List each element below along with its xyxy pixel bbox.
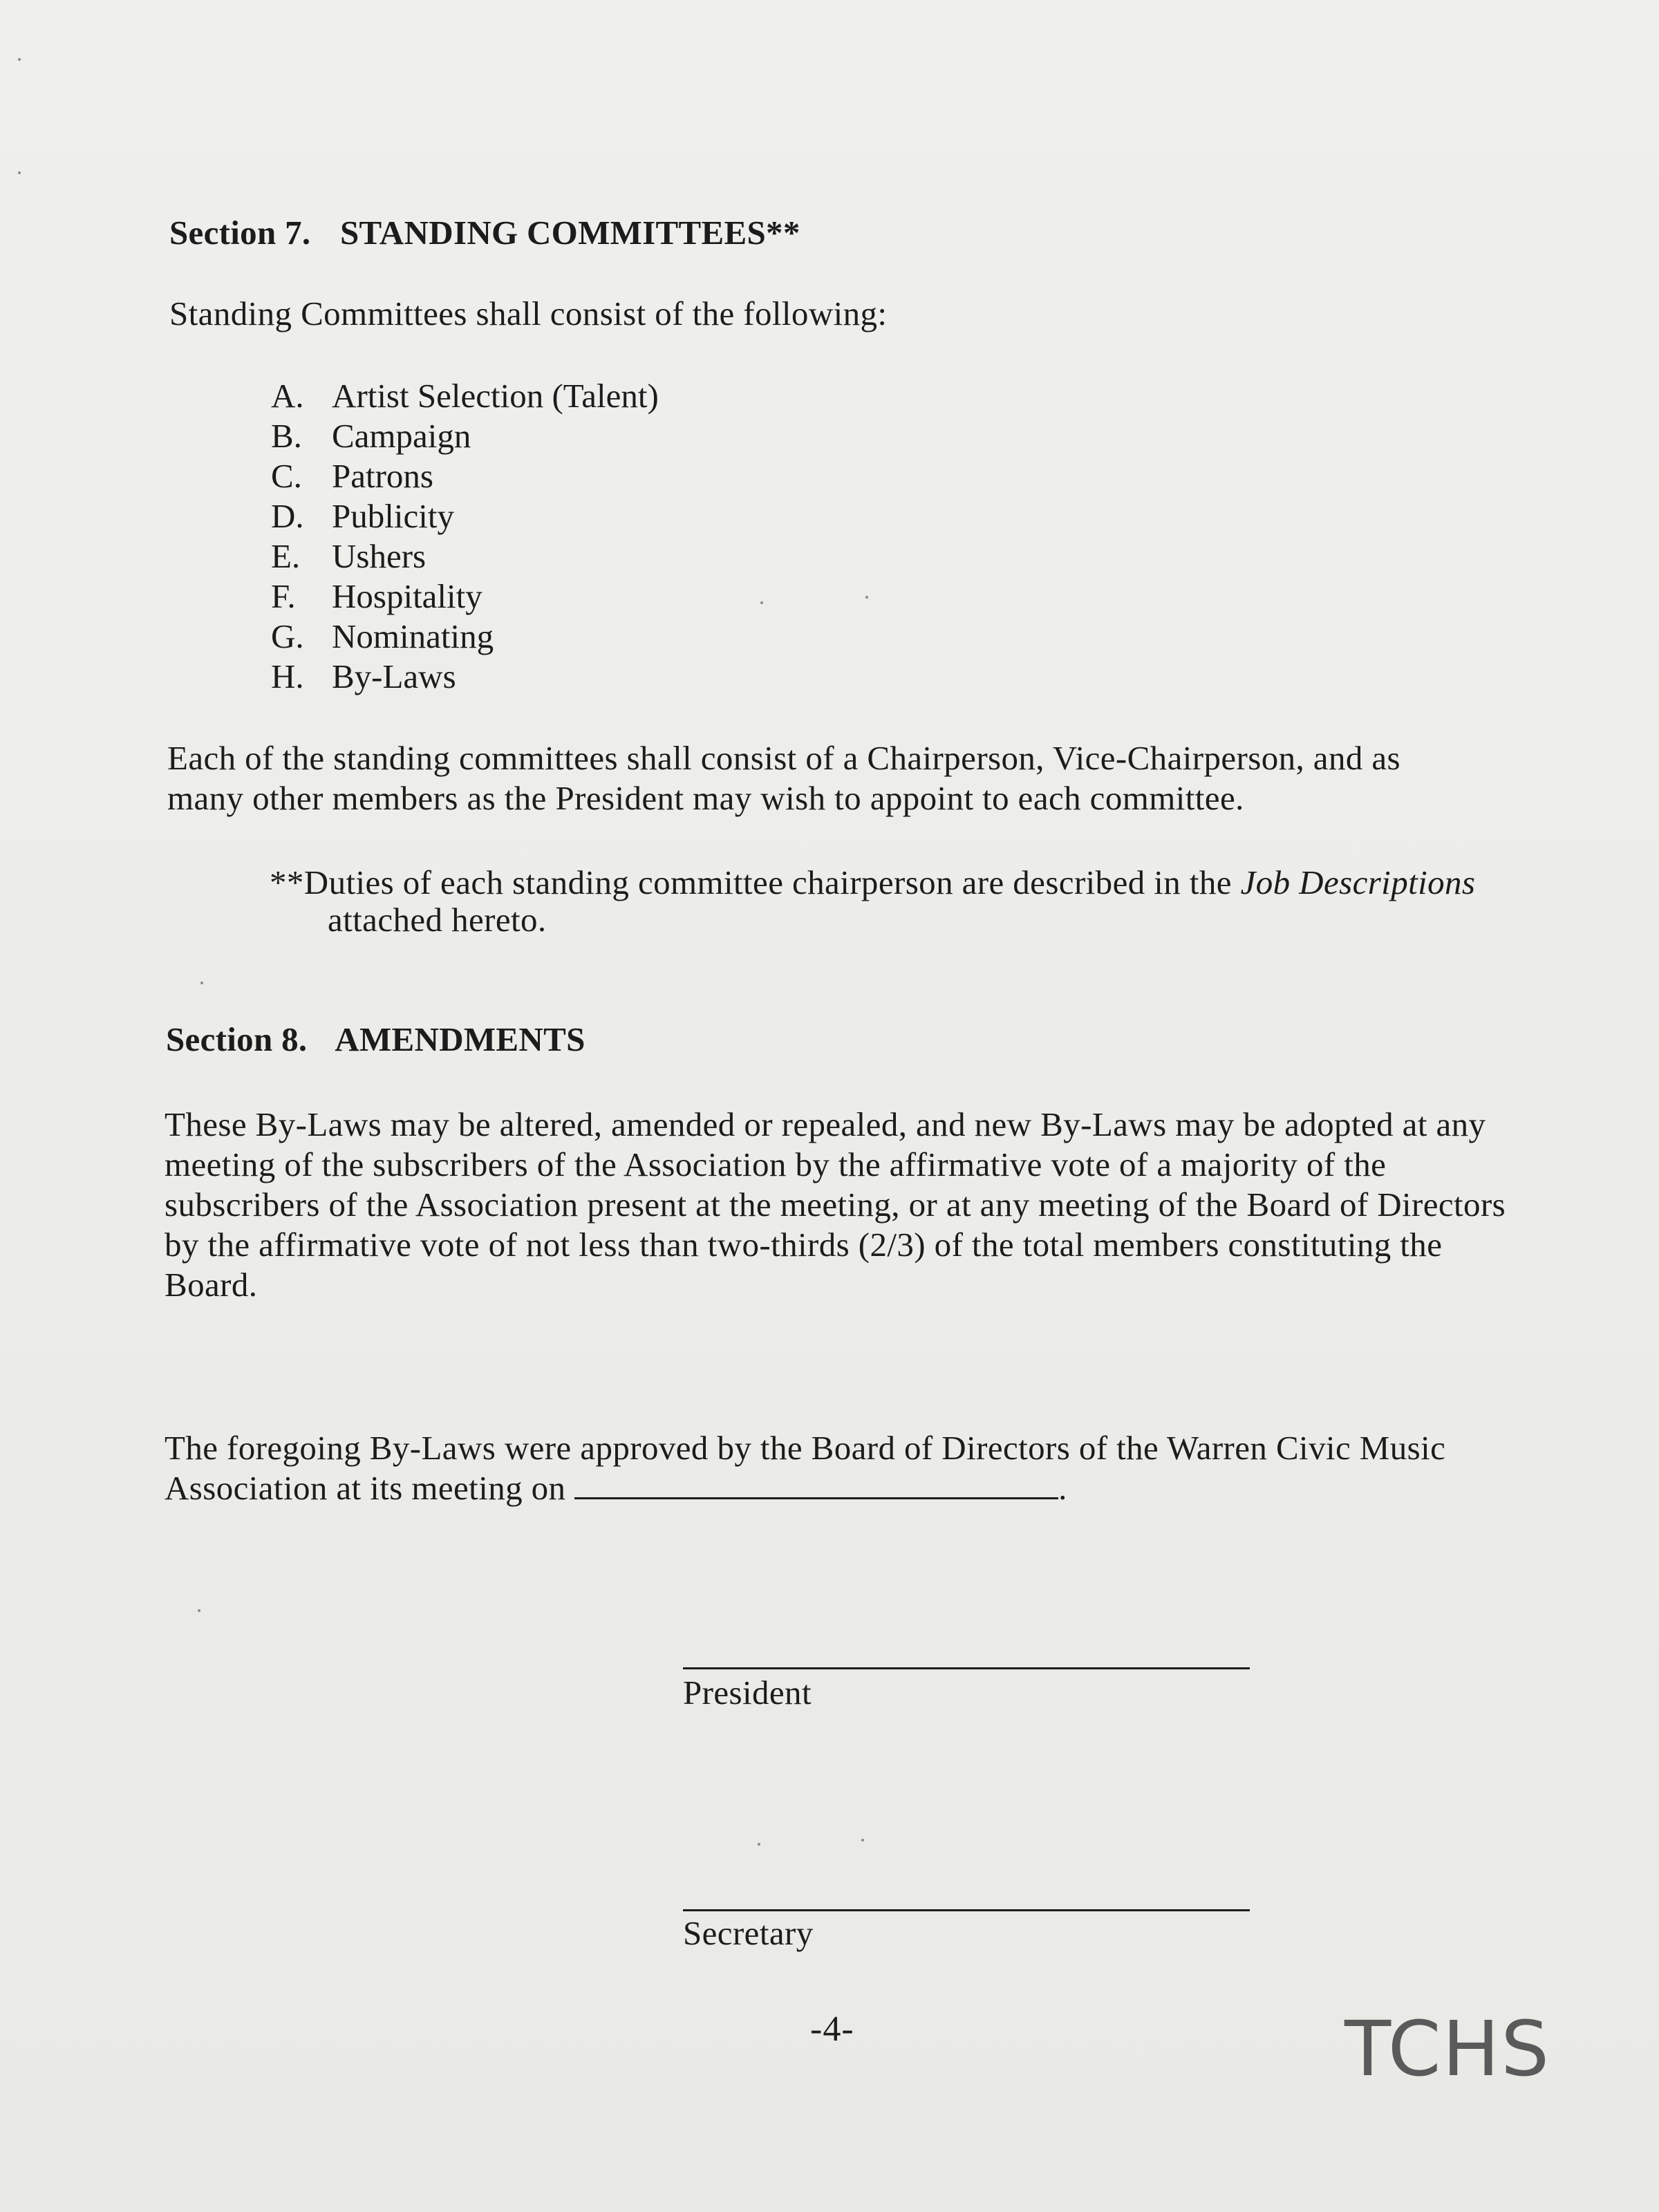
committee-footnote <box>270 864 1528 939</box>
footnote-italic-title: Job Descriptions <box>1240 863 1476 901</box>
scan-speck <box>865 596 868 599</box>
section-7-number: Section 7. <box>169 214 311 252</box>
list-item: E. Ushers <box>271 537 427 575</box>
approval-period: . <box>1058 1469 1067 1507</box>
list-item: H. By-Laws <box>271 657 456 695</box>
scan-speck <box>758 1843 760 1846</box>
footnote-text: **Duties of each standing committee chairperson are described in the <box>270 863 1232 901</box>
approval-text: The foregoing By-Laws were approved by the Board of Directors of the Warren Civic Music Association at its meeting on <box>165 1429 1446 1507</box>
scan-speck <box>198 1609 200 1612</box>
page-number: -4- <box>810 2009 854 2049</box>
section-8-title: AMENDMENTS <box>335 1020 585 1058</box>
scan-speck <box>200 982 203 984</box>
section-8-number: Section 8. <box>166 1020 308 1058</box>
secretary-label: Secretary <box>683 1914 814 1952</box>
section-7-title: STANDING COMMITTEES** <box>340 214 800 252</box>
president-label: President <box>683 1674 812 1712</box>
committee-composition-paragraph: Each of the standing committees shall consist of a Chairperson, Vice-Chairperson, and as many other members as the President may wish to appoint to each committee. <box>167 739 1401 817</box>
scan-speck <box>760 601 763 604</box>
list-item: A. Artist Selection (Talent) <box>271 377 659 415</box>
list-item: C. Patrons <box>271 457 433 495</box>
watermark-text: TCHS <box>1344 2005 1551 2093</box>
list-item: F. Hospitality <box>271 577 482 615</box>
secretary-signature-line[interactable] <box>683 1909 1250 1911</box>
section-8-heading <box>166 1020 585 1059</box>
footnote-continuation: attached hereto. <box>328 901 547 939</box>
list-item: G. Nominating <box>271 617 494 655</box>
president-signature-line[interactable] <box>683 1667 1250 1669</box>
meeting-date-blank[interactable] <box>574 1470 1058 1499</box>
section-7-heading <box>169 213 800 252</box>
scan-speck <box>18 171 21 174</box>
approval-statement <box>165 1428 1519 1508</box>
committee-list <box>271 376 659 697</box>
section-8-body: These By-Laws may be altered, amended or repealed, and new By-Laws may be adopted at any meeting of the subscribers of the Association by the affirmative vote of a majority of the subscribers of the Association present at the meeting, or at any meeting of the Board of Directors by the affirmative vote of not less than two-thirds (2/3) of the total members constituting the Board. <box>165 1105 1506 1304</box>
list-item: B. Campaign <box>271 417 471 455</box>
scan-speck <box>18 58 21 61</box>
scan-speck <box>861 1839 864 1841</box>
section-7-intro: Standing Committees shall consist of the following: <box>169 294 888 332</box>
list-item: D. Publicity <box>271 497 454 535</box>
